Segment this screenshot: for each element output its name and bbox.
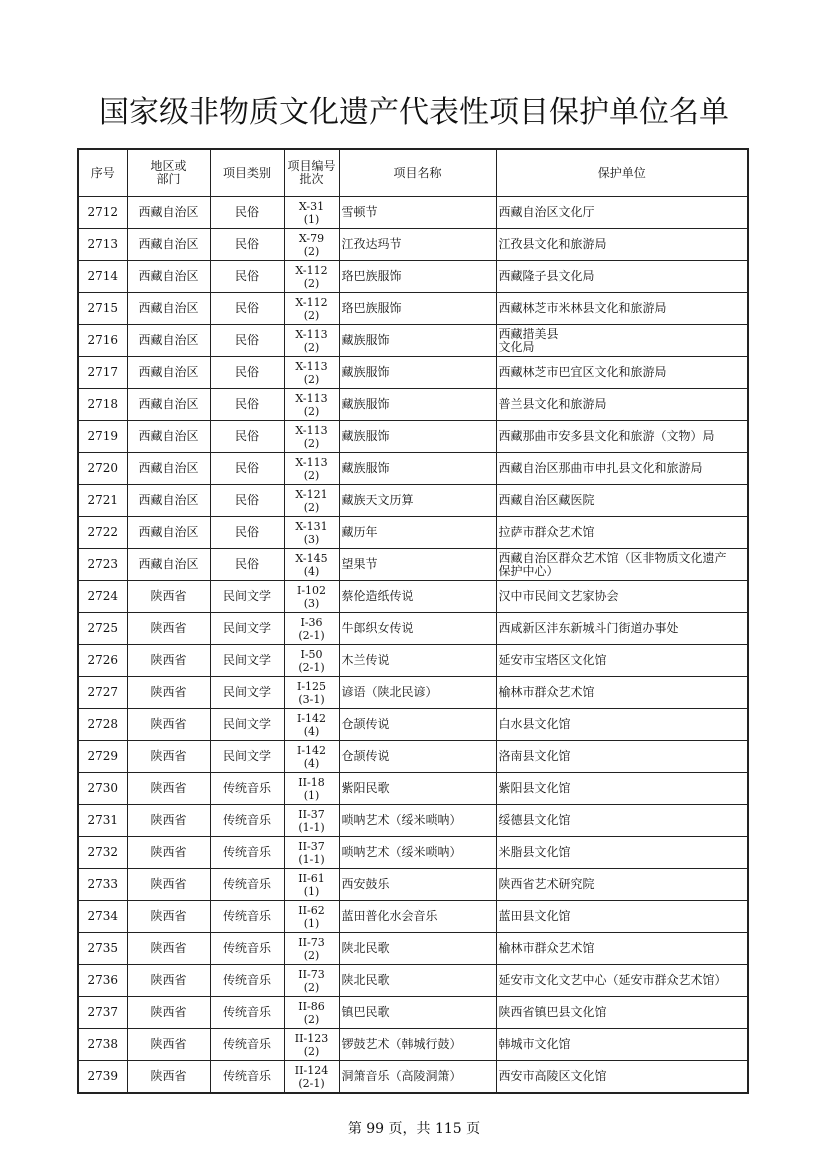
- row-number: 2717: [78, 357, 127, 389]
- row-category: 传统音乐: [210, 965, 284, 997]
- row-project-name: 西安鼓乐: [339, 869, 496, 901]
- row-code-batch: [284, 773, 339, 805]
- row-batch: (1-1): [298, 852, 325, 866]
- row-protection-unit: 陕西省镇巴县文化馆: [496, 997, 748, 1029]
- row-number: 2729: [78, 741, 127, 773]
- row-number: 2731: [78, 805, 127, 837]
- row-code-batch: [284, 677, 339, 709]
- row-protection-unit: 陕西省艺术研究院: [496, 869, 748, 901]
- row-number: 2733: [78, 869, 127, 901]
- row-protection-unit: 西咸新区沣东新城斗门街道办事处: [496, 613, 748, 645]
- row-project-name: 藏历年: [339, 517, 496, 549]
- row-batch: (2): [303, 276, 320, 290]
- row-project-name: 唢呐艺术（绥米唢呐）: [339, 805, 496, 837]
- row-project-name: 藏族服饰: [339, 357, 496, 389]
- row-project-name: 陕北民歌: [339, 965, 496, 997]
- row-region: 陕西省: [127, 997, 210, 1029]
- row-number: 2714: [78, 261, 127, 293]
- row-number: 2722: [78, 517, 127, 549]
- table-row: [78, 645, 748, 677]
- row-code: II-37: [298, 839, 325, 853]
- row-protection-unit: 紫阳县文化馆: [496, 773, 748, 805]
- row-project-name: 锣鼓艺术（韩城行鼓）: [339, 1029, 496, 1061]
- row-protection-unit: 西安市高陵区文化馆: [496, 1061, 748, 1094]
- row-number: 2739: [78, 1061, 127, 1094]
- row-number: 2718: [78, 389, 127, 421]
- row-number: 2738: [78, 1029, 127, 1061]
- row-protection-unit: 西藏自治区群众艺术馆（区非物质文化遗产 保护中心）: [496, 549, 748, 581]
- row-code-batch: [284, 1061, 339, 1094]
- row-batch: (2): [303, 980, 320, 994]
- row-code-batch: [284, 869, 339, 901]
- row-code-batch: [284, 613, 339, 645]
- row-code-batch: [284, 421, 339, 453]
- row-code-batch: [284, 389, 339, 421]
- row-project-name: 木兰传说: [339, 645, 496, 677]
- table-row: [78, 485, 748, 517]
- row-category: 民俗: [210, 325, 284, 357]
- row-code-batch: [284, 805, 339, 837]
- row-code: II-61: [298, 871, 325, 885]
- table-row: [78, 1029, 748, 1061]
- row-code-batch: [284, 933, 339, 965]
- row-region: 西藏自治区: [127, 389, 210, 421]
- row-protection-unit: 白水县文化馆: [496, 709, 748, 741]
- row-category: 民俗: [210, 389, 284, 421]
- row-protection-unit: 榆林市群众艺术馆: [496, 677, 748, 709]
- row-category: 民俗: [210, 197, 284, 229]
- row-batch: (4): [303, 756, 320, 770]
- row-region: 陕西省: [127, 901, 210, 933]
- row-region: 西藏自治区: [127, 197, 210, 229]
- row-project-name: 仓颉传说: [339, 709, 496, 741]
- table-row: [78, 933, 748, 965]
- row-project-name: 蔡伦造纸传说: [339, 581, 496, 613]
- row-project-name: 珞巴族服饰: [339, 293, 496, 325]
- row-project-name: 藏族服饰: [339, 389, 496, 421]
- row-batch: (1): [303, 916, 320, 930]
- table-body: [78, 197, 748, 1094]
- row-code: II-86: [298, 999, 325, 1013]
- header-region-line1: 地区或: [150, 159, 187, 173]
- row-batch: (3): [303, 596, 320, 610]
- table-row: [78, 389, 748, 421]
- row-category: 传统音乐: [210, 837, 284, 869]
- page-title: 国家级非物质文化遗产代表性项目保护单位名单: [99, 95, 729, 130]
- row-protection-unit: 延安市宝塔区文化馆: [496, 645, 748, 677]
- row-category: 民间文学: [210, 741, 284, 773]
- row-batch: (2): [303, 500, 320, 514]
- row-project-name: 望果节: [339, 549, 496, 581]
- row-batch: (1-1): [298, 820, 325, 834]
- row-region: 陕西省: [127, 773, 210, 805]
- row-code: X-113: [295, 327, 328, 341]
- header-num: 序号: [78, 149, 127, 197]
- row-protection-unit: 榆林市群众艺术馆: [496, 933, 748, 965]
- row-project-name: 藏族服饰: [339, 453, 496, 485]
- row-project-name: 陕北民歌: [339, 933, 496, 965]
- row-protection-unit: 西藏那曲市安多县文化和旅游（文物）局: [496, 421, 748, 453]
- row-batch: (2-1): [298, 1076, 325, 1090]
- row-code-batch: [284, 709, 339, 741]
- row-number: 2713: [78, 229, 127, 261]
- row-code-batch: [284, 965, 339, 997]
- row-category: 民俗: [210, 357, 284, 389]
- row-number: 2730: [78, 773, 127, 805]
- row-number: 2727: [78, 677, 127, 709]
- row-code-batch: [284, 997, 339, 1029]
- row-region: 西藏自治区: [127, 261, 210, 293]
- row-category: 传统音乐: [210, 773, 284, 805]
- row-protection-unit: 西藏自治区文化厅: [496, 197, 748, 229]
- table-row: [78, 805, 748, 837]
- row-batch: (1): [303, 884, 320, 898]
- row-protection-unit: 江孜县文化和旅游局: [496, 229, 748, 261]
- table-row: [78, 965, 748, 997]
- row-batch: (2): [303, 308, 320, 322]
- row-batch: (2-1): [298, 660, 325, 674]
- row-category: 民俗: [210, 293, 284, 325]
- table-row: [78, 901, 748, 933]
- table-row: [78, 581, 748, 613]
- row-category: 民间文学: [210, 581, 284, 613]
- table-row: [78, 677, 748, 709]
- row-code: II-73: [298, 935, 325, 949]
- table-row: [78, 261, 748, 293]
- row-category: 民间文学: [210, 645, 284, 677]
- row-code: II-123: [294, 1031, 329, 1045]
- row-region: 陕西省: [127, 645, 210, 677]
- table-header-row: [78, 149, 748, 197]
- table-row: [78, 357, 748, 389]
- row-region: 西藏自治区: [127, 421, 210, 453]
- row-code: I-125: [296, 679, 327, 693]
- row-region: 西藏自治区: [127, 453, 210, 485]
- row-region: 西藏自治区: [127, 517, 210, 549]
- row-category: 传统音乐: [210, 1029, 284, 1061]
- row-code-batch: [284, 453, 339, 485]
- row-number: 2721: [78, 485, 127, 517]
- row-region: 陕西省: [127, 933, 210, 965]
- table-row: [78, 517, 748, 549]
- row-project-name: 仓颉传说: [339, 741, 496, 773]
- table-row: [78, 197, 748, 229]
- row-region: 西藏自治区: [127, 357, 210, 389]
- row-number: 2732: [78, 837, 127, 869]
- row-region: 陕西省: [127, 709, 210, 741]
- row-code-batch: [284, 517, 339, 549]
- row-project-name: 藏族服饰: [339, 325, 496, 357]
- row-project-name: 牛郎织女传说: [339, 613, 496, 645]
- row-protection-unit: 汉中市民间文艺家协会: [496, 581, 748, 613]
- row-category: 传统音乐: [210, 933, 284, 965]
- row-category: 传统音乐: [210, 1061, 284, 1094]
- row-protection-unit: 西藏自治区藏医院: [496, 485, 748, 517]
- row-code: X-131: [295, 519, 328, 533]
- row-number: 2734: [78, 901, 127, 933]
- row-code: I-102: [296, 583, 327, 597]
- row-project-name: 谚语（陕北民谚）: [339, 677, 496, 709]
- row-batch: (1): [303, 788, 320, 802]
- row-batch: (2): [303, 948, 320, 962]
- row-code-batch: [284, 741, 339, 773]
- row-project-name: 珞巴族服饰: [339, 261, 496, 293]
- row-protection-unit: 洛南县文化馆: [496, 741, 748, 773]
- row-code: II-73: [298, 967, 325, 981]
- row-region: 陕西省: [127, 613, 210, 645]
- row-code-batch: [284, 261, 339, 293]
- row-category: 民俗: [210, 453, 284, 485]
- row-project-name: 蓝田普化水会音乐: [339, 901, 496, 933]
- row-protection-unit: 普兰县文化和旅游局: [496, 389, 748, 421]
- row-protection-unit: 米脂县文化馆: [496, 837, 748, 869]
- row-code-batch: [284, 837, 339, 869]
- row-protection-unit: 西藏自治区那曲市申扎县文化和旅游局: [496, 453, 748, 485]
- row-region: 陕西省: [127, 869, 210, 901]
- row-code: X-113: [295, 423, 328, 437]
- row-code: II-62: [298, 903, 325, 917]
- row-number: 2724: [78, 581, 127, 613]
- row-number: 2716: [78, 325, 127, 357]
- row-code: II-37: [298, 807, 325, 821]
- row-number: 2725: [78, 613, 127, 645]
- table-row: [78, 229, 748, 261]
- row-protection-unit: 西藏林芝市米林县文化和旅游局: [496, 293, 748, 325]
- row-category: 民间文学: [210, 677, 284, 709]
- row-region: 西藏自治区: [127, 325, 210, 357]
- row-protection-unit: 西藏林芝市巴宜区文化和旅游局: [496, 357, 748, 389]
- row-category: 民俗: [210, 261, 284, 293]
- row-batch: (2-1): [298, 628, 325, 642]
- row-code-batch: [284, 1029, 339, 1061]
- table-row: [78, 613, 748, 645]
- row-category: 传统音乐: [210, 869, 284, 901]
- row-code-batch: [284, 357, 339, 389]
- row-code-batch: [284, 197, 339, 229]
- row-category: 民俗: [210, 229, 284, 261]
- row-batch: (2): [303, 436, 320, 450]
- row-code-batch: [284, 645, 339, 677]
- row-batch: (1): [303, 212, 320, 226]
- row-region: 陕西省: [127, 1061, 210, 1094]
- header-region-line2: 部门: [156, 172, 181, 186]
- row-region: 西藏自治区: [127, 293, 210, 325]
- row-project-name: 藏族服饰: [339, 421, 496, 453]
- row-project-name: 洞箫音乐（高陵洞箫）: [339, 1061, 496, 1094]
- row-category: 民俗: [210, 421, 284, 453]
- row-category: 传统音乐: [210, 901, 284, 933]
- row-category: 民间文学: [210, 613, 284, 645]
- row-batch: (2): [303, 244, 320, 258]
- row-region: 陕西省: [127, 805, 210, 837]
- row-batch: (3): [303, 532, 320, 546]
- row-region: 陕西省: [127, 581, 210, 613]
- row-number: 2720: [78, 453, 127, 485]
- row-code: I-36: [300, 615, 323, 629]
- row-project-name: 雪顿节: [339, 197, 496, 229]
- row-number: 2728: [78, 709, 127, 741]
- row-batch: (2): [303, 1044, 320, 1058]
- table-row: [78, 837, 748, 869]
- row-number: 2719: [78, 421, 127, 453]
- header-code-line2: 批次: [299, 172, 324, 186]
- row-number: 2715: [78, 293, 127, 325]
- table-row: [78, 741, 748, 773]
- table-row: [78, 293, 748, 325]
- table-row: [78, 549, 748, 581]
- header-unit: 保护单位: [496, 149, 748, 197]
- table-row: [78, 325, 748, 357]
- row-code-batch: [284, 581, 339, 613]
- row-code: I-50: [300, 647, 323, 661]
- row-category: 民俗: [210, 549, 284, 581]
- row-code: X-31: [298, 199, 325, 213]
- row-code: I-142: [296, 711, 327, 725]
- header-category: 项目类别: [210, 149, 284, 197]
- row-code: X-79: [298, 231, 325, 245]
- row-code: I-142: [296, 743, 327, 757]
- row-batch: (4): [303, 724, 320, 738]
- row-batch: (2): [303, 372, 320, 386]
- table-row: [78, 709, 748, 741]
- row-batch: (2): [303, 1012, 320, 1026]
- row-region: 西藏自治区: [127, 229, 210, 261]
- row-category: 民间文学: [210, 709, 284, 741]
- header-name: 项目名称: [339, 149, 496, 197]
- row-code: X-113: [295, 391, 328, 405]
- row-number: 2737: [78, 997, 127, 1029]
- heritage-table: [77, 148, 749, 1094]
- row-batch: (2): [303, 468, 320, 482]
- row-code-batch: [284, 229, 339, 261]
- row-number: 2736: [78, 965, 127, 997]
- row-batch: (2): [303, 404, 320, 418]
- row-number: 2735: [78, 933, 127, 965]
- row-code: X-112: [295, 295, 328, 309]
- header-code: [284, 149, 339, 197]
- row-batch: (3-1): [298, 692, 325, 706]
- row-code: X-113: [295, 359, 328, 373]
- header-code-line1: 项目编号: [287, 159, 336, 173]
- row-project-name: 江孜达玛节: [339, 229, 496, 261]
- table-row: [78, 421, 748, 453]
- row-region: 西藏自治区: [127, 549, 210, 581]
- row-project-name: 藏族天文历算: [339, 485, 496, 517]
- row-protection-unit: 拉萨市群众艺术馆: [496, 517, 748, 549]
- row-category: 民俗: [210, 485, 284, 517]
- row-region: 陕西省: [127, 965, 210, 997]
- row-category: 传统音乐: [210, 805, 284, 837]
- row-batch: (4): [303, 564, 320, 578]
- row-code-batch: [284, 325, 339, 357]
- row-region: 陕西省: [127, 1029, 210, 1061]
- row-protection-unit: 西藏措美县 文化局: [496, 325, 748, 357]
- row-code: X-145: [295, 551, 328, 565]
- table-row: [78, 997, 748, 1029]
- row-category: 民俗: [210, 517, 284, 549]
- row-number: 2712: [78, 197, 127, 229]
- table-row: [78, 453, 748, 485]
- row-code-batch: [284, 293, 339, 325]
- table-row: [78, 869, 748, 901]
- table-row: [78, 1061, 748, 1094]
- row-code-batch: [284, 485, 339, 517]
- row-region: 西藏自治区: [127, 485, 210, 517]
- row-project-name: 唢呐艺术（绥米唢呐）: [339, 837, 496, 869]
- row-region: 陕西省: [127, 677, 210, 709]
- row-protection-unit: 绥德县文化馆: [496, 805, 748, 837]
- row-batch: (2): [303, 340, 320, 354]
- row-protection-unit: 西藏隆子县文化局: [496, 261, 748, 293]
- table-row: [78, 773, 748, 805]
- row-code-batch: [284, 901, 339, 933]
- row-project-name: 镇巴民歌: [339, 997, 496, 1029]
- row-code: X-113: [295, 455, 328, 469]
- row-region: 陕西省: [127, 837, 210, 869]
- row-region: 陕西省: [127, 741, 210, 773]
- row-code: X-112: [295, 263, 328, 277]
- row-number: 2723: [78, 549, 127, 581]
- header-region: [127, 149, 210, 197]
- row-protection-unit: 蓝田县文化馆: [496, 901, 748, 933]
- row-protection-unit: 韩城市文化馆: [496, 1029, 748, 1061]
- row-project-name: 紫阳民歌: [339, 773, 496, 805]
- row-code: II-124: [294, 1063, 329, 1077]
- row-category: 传统音乐: [210, 997, 284, 1029]
- page-footer: 第 99 页，共 115 页: [347, 1121, 481, 1137]
- row-code-batch: [284, 549, 339, 581]
- row-number: 2726: [78, 645, 127, 677]
- row-protection-unit: 延安市文化文艺中心（延安市群众艺术馆）: [496, 965, 748, 997]
- row-code: II-18: [298, 775, 325, 789]
- row-code: X-121: [295, 487, 328, 501]
